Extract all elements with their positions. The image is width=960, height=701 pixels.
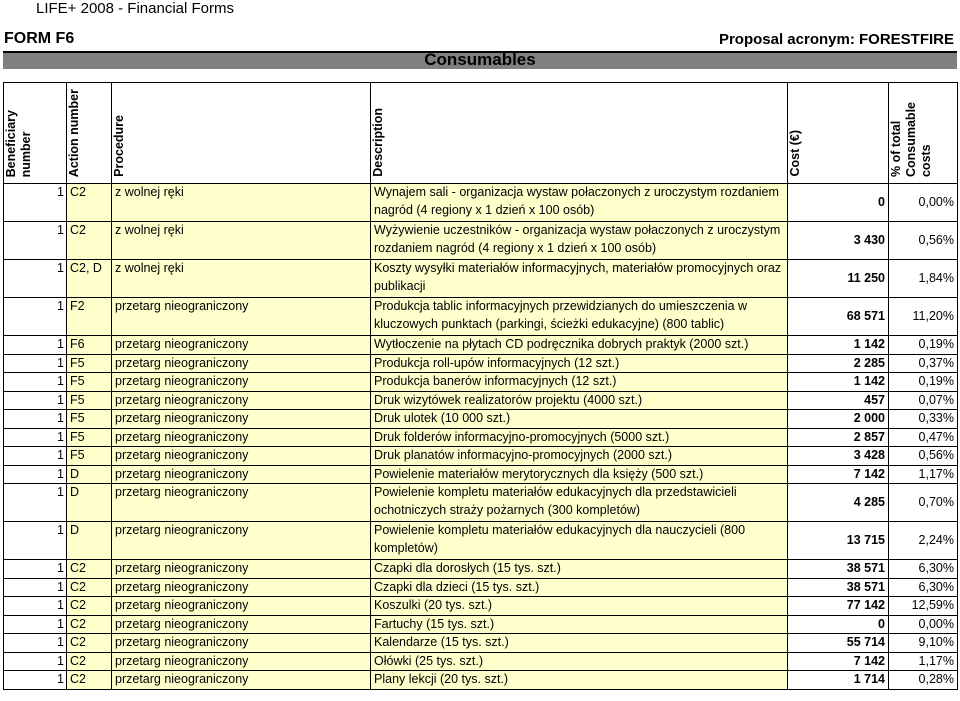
table-row bbox=[4, 597, 958, 616]
cost-cell[interactable]: 1 714 bbox=[788, 671, 889, 690]
action-cell[interactable]: C2 bbox=[67, 597, 112, 616]
action-cell[interactable]: C2 bbox=[67, 652, 112, 671]
form-title: FORM F6 bbox=[4, 30, 75, 47]
proposal-acronym: Proposal acronym: FORESTFIRE bbox=[718, 31, 954, 48]
action-cell[interactable]: F5 bbox=[67, 354, 112, 373]
pct-cell: 6,30% bbox=[889, 560, 958, 579]
beneficiary-cell[interactable]: 1 bbox=[4, 615, 67, 634]
cost-cell[interactable]: 11 250 bbox=[788, 260, 889, 298]
table-row bbox=[4, 484, 958, 522]
table-row bbox=[4, 428, 958, 447]
table-row bbox=[4, 634, 958, 653]
action-cell[interactable]: F5 bbox=[67, 447, 112, 466]
description-cell[interactable]: Druk planatów informacyjno-promocyjnych (2000 szt.) bbox=[371, 447, 788, 466]
procedure-cell[interactable]: przetarg nieograniczony bbox=[112, 615, 371, 634]
description-cell[interactable]: Druk folderów informacyjno-promocyjnych (5000 szt.) bbox=[371, 428, 788, 447]
description-cell[interactable]: Wyżywienie uczestników - organizacja wystaw połaczonych z uroczystym rozdaniem nagród (4 regiony x 1 dzień x 100 osób) bbox=[371, 222, 788, 260]
beneficiary-cell[interactable]: 1 bbox=[4, 184, 67, 222]
action-cell[interactable]: F5 bbox=[67, 410, 112, 429]
pct-cell: 0,19% bbox=[889, 336, 958, 355]
pct-cell: 0,37% bbox=[889, 354, 958, 373]
procedure-cell[interactable]: przetarg nieograniczony bbox=[112, 336, 371, 355]
action-cell[interactable]: D bbox=[67, 465, 112, 484]
procedure-cell[interactable]: przetarg nieograniczony bbox=[112, 671, 371, 690]
cost-cell[interactable]: 0 bbox=[788, 615, 889, 634]
table-row bbox=[4, 222, 958, 260]
action-cell[interactable]: C2 bbox=[67, 184, 112, 222]
procedure-cell[interactable]: przetarg nieograniczony bbox=[112, 522, 371, 560]
description-cell[interactable]: Plany lekcji (20 tys. szt.) bbox=[371, 671, 788, 690]
header-row bbox=[4, 83, 958, 184]
cost-cell[interactable]: 2 285 bbox=[788, 354, 889, 373]
table-row bbox=[4, 260, 958, 298]
table-row bbox=[4, 298, 958, 336]
table-row bbox=[4, 578, 958, 597]
beneficiary-cell[interactable]: 1 bbox=[4, 652, 67, 671]
pct-cell: 0,47% bbox=[889, 428, 958, 447]
cost-cell[interactable]: 1 142 bbox=[788, 373, 889, 392]
cost-cell[interactable]: 0 bbox=[788, 184, 889, 222]
description-cell[interactable]: Produkcja banerów informacyjnych (12 szt.) bbox=[371, 373, 788, 392]
beneficiary-cell[interactable]: 1 bbox=[4, 578, 67, 597]
window-title: LIFE+ 2008 - Financial Forms bbox=[36, 0, 234, 17]
description-cell[interactable]: Czapki dla dzieci (15 tys. szt.) bbox=[371, 578, 788, 597]
pct-cell: 2,24% bbox=[889, 522, 958, 560]
beneficiary-cell[interactable]: 1 bbox=[4, 410, 67, 429]
description-cell[interactable]: Druk wizytówek realizatorów projektu (4000 szt.) bbox=[371, 391, 788, 410]
table-row bbox=[4, 373, 958, 392]
description-cell[interactable]: Koszulki (20 tys. szt.) bbox=[371, 597, 788, 616]
beneficiary-cell[interactable]: 1 bbox=[4, 560, 67, 579]
cost-cell[interactable]: 2 000 bbox=[788, 410, 889, 429]
beneficiary-cell[interactable]: 1 bbox=[4, 671, 67, 690]
cost-cell[interactable]: 7 142 bbox=[788, 465, 889, 484]
column-header-pct: % of total Consumable costs bbox=[889, 83, 958, 184]
description-cell[interactable]: Produkcja tablic informacyjnych przewidzianych do umieszczenia w kluczowych punktach (parkingi, ścieżki edukacyjne) (800 tablic) bbox=[371, 298, 788, 336]
pct-cell: 0,07% bbox=[889, 391, 958, 410]
cost-cell[interactable]: 3 428 bbox=[788, 447, 889, 466]
procedure-cell[interactable]: przetarg nieograniczony bbox=[112, 447, 371, 466]
beneficiary-cell[interactable]: 1 bbox=[4, 373, 67, 392]
procedure-cell[interactable]: przetarg nieograniczony bbox=[112, 354, 371, 373]
column-header-cost: Cost (€) bbox=[788, 83, 889, 184]
procedure-cell[interactable]: przetarg nieograniczony bbox=[112, 597, 371, 616]
description-cell[interactable]: Produkcja roll-upów informacyjnych (12 szt.) bbox=[371, 354, 788, 373]
column-header-procedure: Procedure bbox=[112, 83, 371, 184]
beneficiary-cell[interactable]: 1 bbox=[4, 391, 67, 410]
procedure-cell[interactable]: z wolnej ręki bbox=[112, 260, 371, 298]
procedure-cell[interactable]: przetarg nieograniczony bbox=[112, 652, 371, 671]
action-cell[interactable]: F6 bbox=[67, 336, 112, 355]
cost-cell[interactable]: 38 571 bbox=[788, 560, 889, 579]
procedure-cell[interactable]: przetarg nieograniczony bbox=[112, 298, 371, 336]
cost-cell[interactable]: 4 285 bbox=[788, 484, 889, 522]
consumables-table bbox=[3, 82, 958, 690]
column-header-beneficiary: Beneficiary number bbox=[4, 83, 67, 184]
procedure-cell[interactable]: przetarg nieograniczony bbox=[112, 391, 371, 410]
beneficiary-cell[interactable]: 1 bbox=[4, 522, 67, 560]
pct-cell: 1,17% bbox=[889, 652, 958, 671]
beneficiary-cell[interactable]: 1 bbox=[4, 465, 67, 484]
description-cell[interactable]: Fartuchy (15 tys. szt.) bbox=[371, 615, 788, 634]
description-cell[interactable]: Ołówki (25 tys. szt.) bbox=[371, 652, 788, 671]
description-cell[interactable]: Koszty wysyłki materiałów informacyjnych, materiałów promocyjnych oraz publikacji bbox=[371, 260, 788, 298]
procedure-cell[interactable]: przetarg nieograniczony bbox=[112, 484, 371, 522]
cost-cell[interactable]: 77 142 bbox=[788, 597, 889, 616]
procedure-cell[interactable]: przetarg nieograniczony bbox=[112, 428, 371, 447]
pct-cell: 1,84% bbox=[889, 260, 958, 298]
table-row bbox=[4, 522, 958, 560]
pct-cell: 0,56% bbox=[889, 447, 958, 466]
pct-cell: 0,19% bbox=[889, 373, 958, 392]
beneficiary-cell[interactable]: 1 bbox=[4, 484, 67, 522]
cost-cell[interactable]: 38 571 bbox=[788, 578, 889, 597]
pct-cell: 0,00% bbox=[889, 615, 958, 634]
pct-cell: 0,28% bbox=[889, 671, 958, 690]
beneficiary-cell[interactable]: 1 bbox=[4, 222, 67, 260]
procedure-cell[interactable]: z wolnej ręki bbox=[112, 222, 371, 260]
description-cell[interactable]: Druk ulotek (10 000 szt.) bbox=[371, 410, 788, 429]
table-row bbox=[4, 560, 958, 579]
beneficiary-cell[interactable]: 1 bbox=[4, 354, 67, 373]
description-cell[interactable]: Kalendarze (15 tys. szt.) bbox=[371, 634, 788, 653]
procedure-cell[interactable]: przetarg nieograniczony bbox=[112, 560, 371, 579]
cost-cell[interactable]: 55 714 bbox=[788, 634, 889, 653]
description-cell[interactable]: Czapki dla dorosłych (15 tys. szt.) bbox=[371, 560, 788, 579]
procedure-cell[interactable]: przetarg nieograniczony bbox=[112, 634, 371, 653]
beneficiary-cell[interactable]: 1 bbox=[4, 634, 67, 653]
table-row bbox=[4, 184, 958, 222]
action-cell[interactable]: F5 bbox=[67, 428, 112, 447]
beneficiary-cell[interactable]: 1 bbox=[4, 260, 67, 298]
pct-cell: 0,33% bbox=[889, 410, 958, 429]
beneficiary-cell[interactable]: 1 bbox=[4, 447, 67, 466]
beneficiary-cell[interactable]: 1 bbox=[4, 597, 67, 616]
procedure-cell[interactable]: przetarg nieograniczony bbox=[112, 578, 371, 597]
action-cell[interactable]: C2 bbox=[67, 222, 112, 260]
action-cell[interactable]: C2 bbox=[67, 615, 112, 634]
table-row bbox=[4, 465, 958, 484]
action-cell[interactable]: F5 bbox=[67, 373, 112, 392]
action-cell[interactable]: C2 bbox=[67, 578, 112, 597]
description-cell[interactable]: Powielenie kompletu materiałów edukacyjnych dla przedstawicieli ochotniczych straży pożarnych (300 kompletów) bbox=[371, 484, 788, 522]
procedure-cell[interactable]: przetarg nieograniczony bbox=[112, 410, 371, 429]
table-row bbox=[4, 671, 958, 690]
cost-cell[interactable]: 13 715 bbox=[788, 522, 889, 560]
cost-cell[interactable]: 68 571 bbox=[788, 298, 889, 336]
action-cell[interactable]: D bbox=[67, 484, 112, 522]
pct-cell: 9,10% bbox=[889, 634, 958, 653]
cost-cell[interactable]: 7 142 bbox=[788, 652, 889, 671]
procedure-cell[interactable]: przetarg nieograniczony bbox=[112, 373, 371, 392]
pct-cell: 0,56% bbox=[889, 222, 958, 260]
pct-cell: 1,17% bbox=[889, 465, 958, 484]
table-row bbox=[4, 391, 958, 410]
action-cell[interactable]: F2 bbox=[67, 298, 112, 336]
table-row bbox=[4, 652, 958, 671]
description-cell[interactable]: Powielenie materiałów merytorycznych dla księży (500 szt.) bbox=[371, 465, 788, 484]
action-cell[interactable]: D bbox=[67, 522, 112, 560]
section-title: Consumables bbox=[424, 50, 536, 69]
description-cell[interactable]: Wynajem sali - organizacja wystaw połaczonych z uroczystym rozdaniem nagród (4 regiony x 1 dzień x 100 osób) bbox=[371, 184, 788, 222]
beneficiary-cell[interactable]: 1 bbox=[4, 336, 67, 355]
table-row bbox=[4, 336, 958, 355]
table-row bbox=[4, 354, 958, 373]
beneficiary-cell[interactable]: 1 bbox=[4, 428, 67, 447]
action-cell[interactable]: C2 bbox=[67, 634, 112, 653]
cost-cell[interactable]: 457 bbox=[788, 391, 889, 410]
table-row bbox=[4, 615, 958, 634]
action-cell[interactable]: C2 bbox=[67, 671, 112, 690]
pct-cell: 12,59% bbox=[889, 597, 958, 616]
procedure-cell[interactable]: przetarg nieograniczony bbox=[112, 465, 371, 484]
cost-cell[interactable]: 2 857 bbox=[788, 428, 889, 447]
column-header-action: Action number bbox=[67, 83, 112, 184]
action-cell[interactable]: C2 bbox=[67, 560, 112, 579]
cost-cell[interactable]: 3 430 bbox=[788, 222, 889, 260]
pct-cell: 0,00% bbox=[889, 184, 958, 222]
pct-cell: 0,70% bbox=[889, 484, 958, 522]
table-row bbox=[4, 410, 958, 429]
pct-cell: 6,30% bbox=[889, 578, 958, 597]
description-cell[interactable]: Wytłoczenie na płytach CD podręcznika dobrych praktyk (2000 szt.) bbox=[371, 336, 788, 355]
cost-cell[interactable]: 1 142 bbox=[788, 336, 889, 355]
pct-cell: 11,20% bbox=[889, 298, 958, 336]
description-cell[interactable]: Powielenie kompletu materiałów edukacyjnych dla nauczycieli (800 kompletów) bbox=[371, 522, 788, 560]
column-header-description: Description bbox=[371, 83, 788, 184]
action-cell[interactable]: F5 bbox=[67, 391, 112, 410]
action-cell[interactable]: C2, D bbox=[67, 260, 112, 298]
table-row bbox=[4, 447, 958, 466]
beneficiary-cell[interactable]: 1 bbox=[4, 298, 67, 336]
procedure-cell[interactable]: z wolnej ręki bbox=[112, 184, 371, 222]
